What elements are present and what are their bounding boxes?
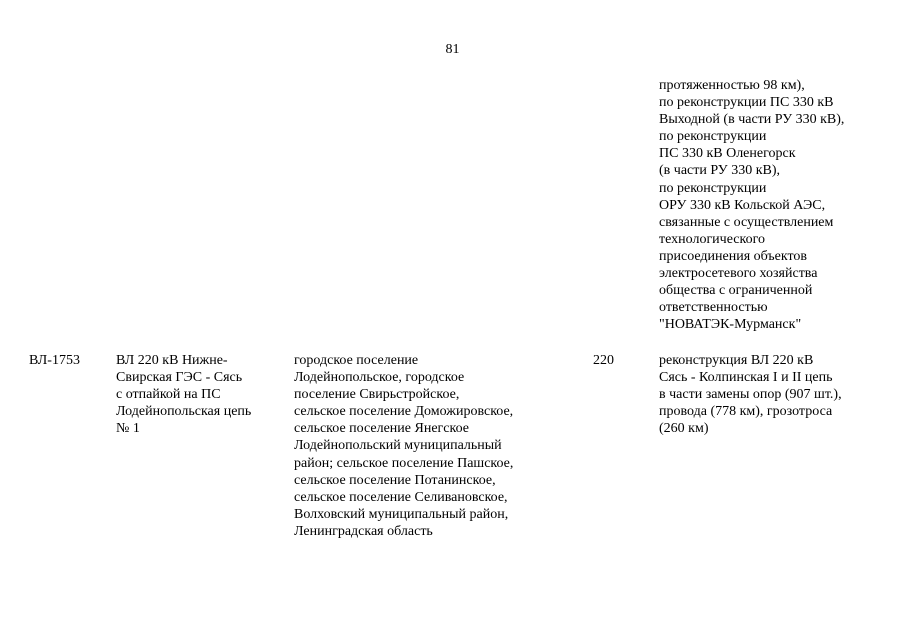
object-code-cell: ВЛ-1753	[29, 353, 80, 368]
voltage-cell: 220	[593, 353, 614, 368]
continuation-description-cell: протяженностью 98 км), по реконструкции ПС 330 кВ Выходной (в части РУ 330 кВ), по реконструкции ПС 330 кВ Оленегорск (в части РУ 330 кВ), по реконструкции ОРУ 330 кВ Кольской АЭС, связанные с осуществлением технологического присоединения объектов электросетевого хозяйства общества с ограниченной ответственностью "НОВАТЭК-Мурманск"	[659, 78, 845, 333]
object-name-cell: ВЛ 220 кВ Нижне- Свирская ГЭС - Сясь с отпайкой на ПС Лодейнопольская цепь № 1	[116, 353, 252, 437]
description-cell: реконструкция ВЛ 220 кВ Сясь - Колпинская I и II цепь в части замены опор (907 шт.), провода (778 км), грозотроса (260 км)	[659, 353, 842, 437]
page-number: 81	[445, 42, 460, 57]
location-cell: городское поселение Лодейнопольское, городское поселение Свирьстройское, сельское поселение Доможировское, сельское поселение Янегское Лодейнопольский муниципальный район; сельское поселение Пашское, сельское поселение Потанинское, сельское поселение Селивановское, Волховский муниципальный район, Ленинградская область	[294, 353, 514, 539]
